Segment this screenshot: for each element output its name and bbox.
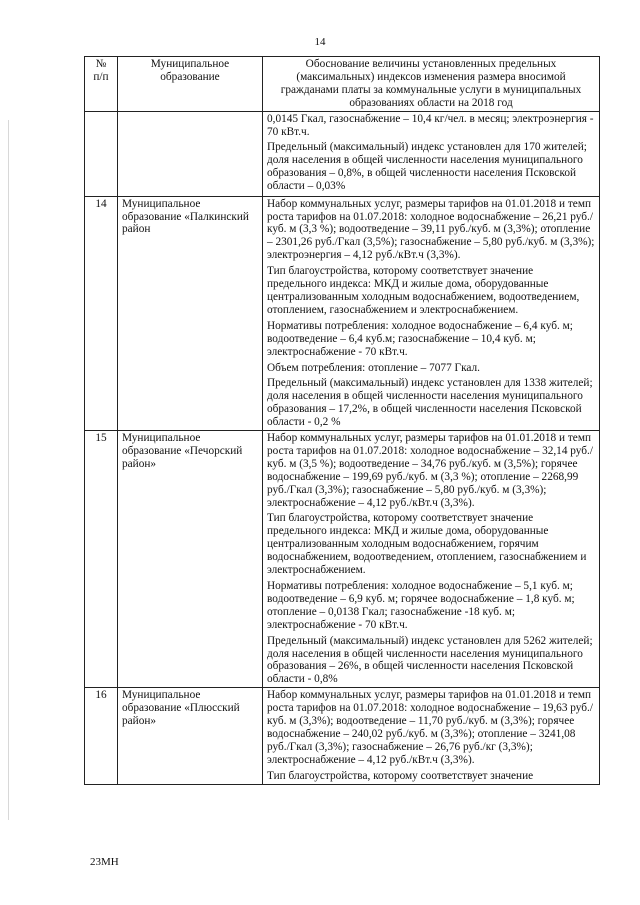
row-municipality: Муниципальное образование «Печорский район» [118,431,263,688]
paragraph: Нормативы потребления: холодное водоснабжение – 5,1 куб. м; водоотведение – 6,9 куб. м; горячее водоснабжение – 1,8 куб. м; отопление – 0,0138 Гкал; газоснабжение -18 куб. м; электроснабжение - 70 кВт.ч. [267,580,575,631]
paragraph: Объем потребления: отопление – 7077 Гкал. [267,361,480,374]
row-number [85,111,118,196]
paragraph: Тип благоустройства, которому соответствует значение предельного индекса: МКД и жилые дома, оборудованные централизованным холодным водоснабжением, горячим водоснабжением, водоотведением, отоплением, газоснабжением и электроснабжением. [267,512,587,577]
row-justification [263,111,600,196]
footer-code: 23МН [90,856,119,868]
table-row-15 [85,431,600,688]
row-municipality [118,111,263,196]
row-justification [263,196,600,430]
row-number: 16 [85,688,118,784]
paragraph: Набор коммунальных услуг, размеры тарифов на 01.01.2018 и темп роста тарифов на 01.07.2018: холодное водоснабжение – 26,21 руб./куб. м (3,3 %); водоотведение – 39,11 руб./куб. м (3,3%); отопление – 2301,26 руб./Гкал (3,5%); газоснабжение – 5,80 руб./куб. м (3,3%); электроэнергия – 4,12 руб./кВт.ч (3,3%). [267,197,595,262]
page-number: 14 [314,36,326,48]
row-justification [263,688,600,784]
header-justification: Обоснование величины установленных предельных (максимальных) индексов изменения размера вносимой гражданами платы за коммунальные услуги в муниципальных образованиях области на 2018 год [263,57,600,112]
paragraph: Тип благоустройства, которому соответствует значение предельного индекса: МКД и жилые дома, оборудованные централизованным холодным водоснабжением, водоотведением, отоплением, газоснабжением и электроснабжением. [267,265,580,316]
row-municipality: Муниципальное образование «Палкинский район [118,196,263,430]
paragraph: 0,0145 Гкал, газоснабжение – 10,4 кг/чел. в месяц; электроэнергия - 70 кВт.ч. [267,112,594,138]
paragraph: Предельный (максимальный) индекс установлен для 1338 жителей; доля населения в общей численности населения муниципального образования – 17,2%, в общей численности населения Псковской области - 0,2 % [267,377,593,429]
paragraph: Предельный (максимальный) индекс установлен для 170 жителей; доля населения в общей численности населения муниципального образования – 0,8%, в общей численности населения Псковской области – 0,03% [267,141,587,193]
tariff-table [84,56,600,785]
paragraph: Предельный (максимальный) индекс установлен для 5262 жителей; доля населения в общей численности населения муниципального образования – 26%, в общей численности населения Псковской области - 0,8% [267,634,593,686]
header-number: № п/п [85,57,118,112]
row-municipality: Муниципальное образование «Плюсский район» [118,688,263,784]
row-justification [263,431,600,688]
paragraph: Нормативы потребления: холодное водоснабжение – 6,4 куб. м; водоотведение – 6,4 куб.м; газоснабжение – 10,4 куб. м; электроснабжение - 70 кВт.ч. [267,319,573,358]
scan-edge-line [8,120,9,820]
table-row-14 [85,196,600,430]
header-municipality: Муниципальное образование [118,57,263,112]
row-number: 14 [85,196,118,430]
table-row-16 [85,688,600,784]
paragraph: Набор коммунальных услуг, размеры тарифов на 01.01.2018 и темп роста тарифов на 01.07.2018: холодное водоснабжение – 32,14 руб./куб. м (3,5 %); водоотведение – 34,76 руб./куб. м (3,5%); горячее водоснабжение – 199,69 руб./куб. м (3,3 %); отопление – 2268,99 руб./Гкал (3,3%); газоснабжение – 5,80 руб./куб. м (3,3%); электроснабжение – 4,12 руб./кВт.ч (3,3%). [267,432,594,509]
paragraph: Тип благоустройства, которому соответствует значение [267,769,534,782]
row-number: 15 [85,431,118,688]
paragraph: Набор коммунальных услуг, размеры тарифов на 01.01.2018 и темп роста тарифов на 01.07.2018: холодное водоснабжение – 19,63 руб./куб. м (3,3%); водоотведение – 11,70 руб./куб. м (3,3%); горячее водоснабжение – 240,02 руб./куб. м (3,3%); отопление – 3241,08 руб./Гкал (3,3%); газоснабжение – 26,76 руб./кг (3,3%); электроснабжение – 4,12 руб./кВт.ч (3,3%). [267,689,594,766]
table-row-continuation [85,111,600,196]
table-header-row [85,57,600,112]
